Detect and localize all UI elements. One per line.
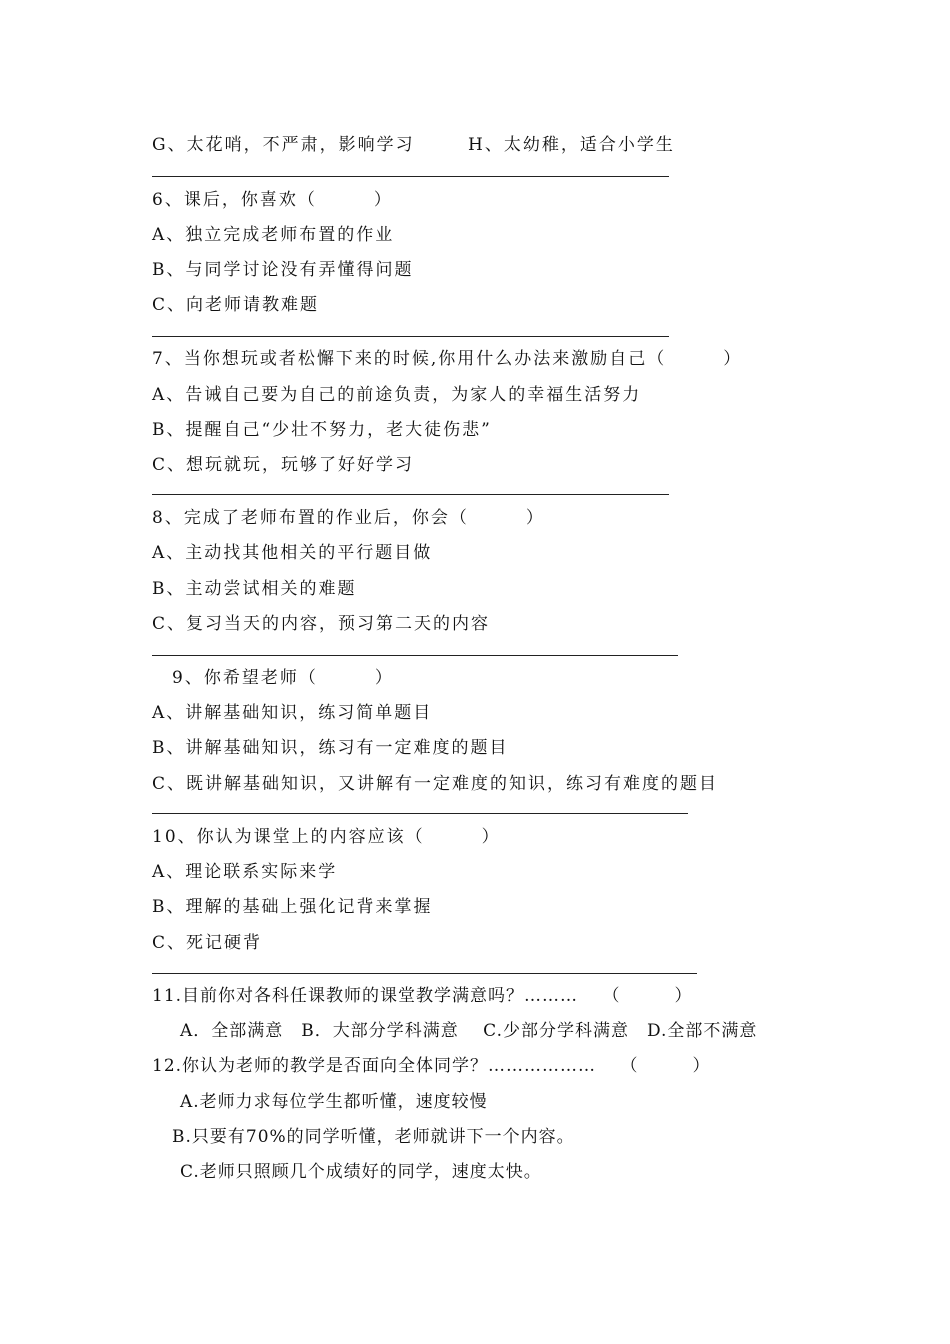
q5-option-h: H、太幼稚，适合小学生	[468, 135, 675, 155]
q8-question: 8、完成了老师布置的作业后，你会（ ）	[152, 508, 545, 528]
q10-option-a: A、理论联系实际来学	[152, 862, 338, 882]
q10-question: 10、你认为课堂上的内容应该（ ）	[152, 827, 501, 847]
q8-option-b: B、主动尝试相关的难题	[152, 579, 357, 599]
q8-option-c: C、复习当天的内容，预习第二天的内容	[152, 614, 491, 634]
divider	[152, 176, 669, 177]
divider	[152, 494, 669, 495]
q7-option-c: C、想玩就玩，玩够了好好学习	[152, 455, 415, 475]
q7-option-b: B、提醒自己“少壮不努力，老大徒伤悲”	[152, 420, 492, 440]
q8-option-a: A、主动找其他相关的平行题目做	[152, 543, 433, 563]
q9-question: 9、你希望老师（ ）	[172, 668, 394, 688]
q12-option-a: A.老师力求每位学生都听懂，速度较慢	[180, 1092, 488, 1112]
q7-option-a: A、告诫自己要为自己的前途负责，为家人的幸福生活努力	[152, 385, 642, 405]
q7-question: 7、当你想玩或者松懈下来的时候,你用什么办法来激励自己（ ）	[152, 349, 743, 369]
q12-option-b: B.只要有70%的同学听懂，老师就讲下一个内容。	[172, 1127, 575, 1147]
q11-question: 11.目前你对各科任课教师的课堂教学满意吗？……… （ ）	[152, 986, 693, 1006]
divider	[152, 973, 697, 974]
q5-option-g: G、太花哨，不严肃，影响学习	[152, 135, 415, 155]
q12-question: 12.你认为老师的教学是否面向全体同学？……………… （ ）	[152, 1056, 711, 1076]
q12-option-c: C.老师只照顾几个成绩好的同学，速度太快。	[180, 1162, 542, 1182]
q10-option-c: C、死记硬背	[152, 933, 263, 953]
q10-option-b: B、理解的基础上强化记背来掌握	[152, 897, 433, 917]
q6-option-c: C、向老师请教难题	[152, 295, 320, 315]
q9-option-a: A、讲解基础知识，练习简单题目	[152, 703, 433, 723]
q6-option-b: B、与同学讨论没有弄懂得问题	[152, 260, 414, 280]
q6-option-a: A、独立完成老师布置的作业	[152, 225, 395, 245]
divider	[152, 655, 678, 656]
q9-option-c: C、既讲解基础知识，又讲解有一定难度的知识，练习有难度的题目	[152, 774, 719, 794]
divider	[152, 813, 688, 814]
q9-option-b: B、讲解基础知识，练习有一定难度的题目	[152, 738, 509, 758]
divider	[152, 336, 669, 337]
q6-question: 6、课后，你喜欢（ ）	[152, 190, 393, 210]
q11-options: A．全部满意 B．大部分学科满意 C.少部分学科满意 D.全部不满意	[180, 1021, 758, 1041]
